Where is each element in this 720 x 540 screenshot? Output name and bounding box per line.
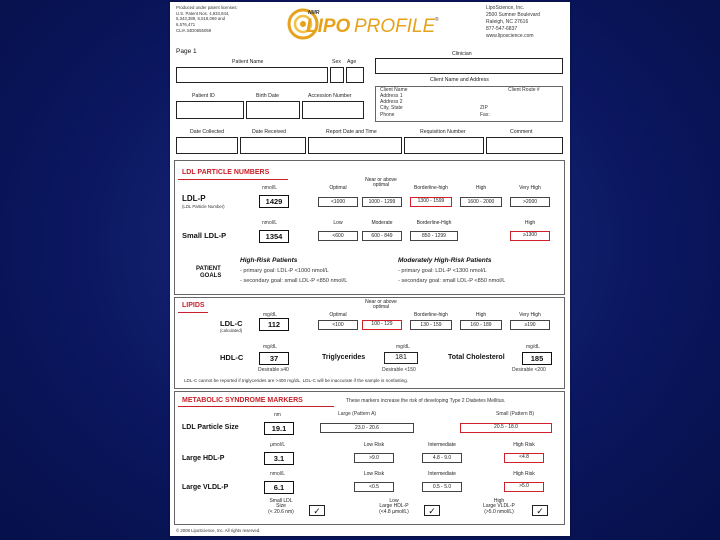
large-vldlp-range: 0.5 - 5.0 [422, 482, 462, 492]
hdlc-label: HDL-C [220, 353, 244, 362]
patent-line: 5,343,389, 6,518,069 and [176, 16, 225, 21]
small-ldlp-range: 600 - 849 [362, 231, 402, 241]
ldlp-header: Optimal [329, 185, 347, 191]
tc-label: Total Cholesterol [448, 354, 505, 361]
small-ldlp-unit: nmol/L [262, 220, 278, 226]
large-hdlp-check-box: ✓ [424, 505, 440, 516]
client-route-label: Client Route # [508, 87, 540, 93]
ldlp-range: 1600 - 2000 [460, 197, 502, 207]
ldlc-range: ≥190 [510, 320, 550, 330]
date-collected-label: Date Collected [190, 129, 225, 135]
check-label-line: (<4.8 µmol/L) [379, 508, 409, 515]
client-field: City, State [380, 105, 403, 111]
ldlp-header: Very High [519, 185, 541, 191]
ldlc-header: Near or above optimal [365, 299, 397, 311]
check-label-line: (< 20.6 nm) [268, 508, 294, 515]
client-field: Address 1 [380, 93, 403, 99]
metabolic-title: METABOLIC SYNDROME MARKERS [182, 397, 303, 404]
check-label [468, 499, 530, 515]
large-hdlp-header: Low Risk [363, 442, 385, 448]
client-field: Client Name [380, 87, 408, 93]
ldlc-range: 130 - 159 [410, 320, 452, 330]
lab-report [170, 2, 570, 536]
check-label [254, 499, 308, 515]
small-ldlp-header: Borderline-High [416, 220, 452, 226]
patient-name-label: Patient Name [232, 59, 264, 65]
large-vldlp-range: <0.5 [354, 482, 394, 492]
section-divider [178, 406, 334, 407]
large-hdlp-value: 3.1 [264, 452, 294, 465]
ldlp-unit: nmol/L [262, 185, 278, 191]
ldlp-header: Near or above optimal [365, 177, 397, 189]
large-vldlp-value: 6.1 [264, 481, 294, 494]
large-hdlp-range-highlighted: <4.8 [504, 453, 544, 463]
ldlc-header: High [475, 312, 487, 318]
high-risk-line: - secondary goal: small LDL-P <850 nmol/L [240, 278, 348, 284]
patent-line: U.S. Patent Nos. 4,933,844, [176, 10, 230, 16]
zip-label: ZIP [480, 105, 488, 111]
address-line: Raleigh, NC 27616 [486, 19, 529, 25]
client-name-address-label: Client Name and Address [430, 77, 489, 83]
high-risk-line: - primary goal: LDL-P <1000 nmol/L [240, 268, 329, 274]
report-date-label: Report Date and Time [326, 129, 377, 135]
page-number: Page 1 [176, 48, 197, 55]
accession-label: Accession Number [308, 93, 352, 99]
ldlc-range: 160 - 189 [460, 320, 502, 330]
large-hdlp-label: Large HDL-P [182, 455, 225, 462]
check-label-line: Size [276, 503, 286, 510]
requisition-label: Requisition Number [420, 129, 466, 135]
address-line: 2500 Sumner Boulevard [486, 12, 540, 18]
clinician-label: Clinician [452, 51, 472, 57]
copyright-footer: © 2008 LipoScience, Inc. All rights reserved. [176, 528, 261, 533]
ldlc-header: Optimal [329, 312, 347, 318]
ldlc-note: LDL-C cannot be reported if triglycerides are >400 mg/dL. LDL-C will be inaccurate if the sample is nonfasting. [184, 378, 409, 383]
date-collected-field [176, 137, 238, 154]
check-label-line: Low [389, 498, 399, 504]
logo-lipo: LIPO [306, 16, 351, 37]
ldlp-range: <1000 [318, 197, 358, 207]
moderate-risk-line: - primary goal: LDL-P <1300 nmol/L [398, 268, 487, 274]
logo-profile: PROFILE [354, 16, 436, 37]
hdlc-desirable: Desirable ≥40 [258, 367, 289, 373]
large-vldlp-range-highlighted: >5.0 [504, 482, 544, 492]
tc-unit: mg/dL [526, 344, 540, 350]
client-field: Address 2 [380, 99, 403, 105]
patient-id-field [176, 101, 244, 119]
tc-value: 185 [522, 352, 552, 365]
date-received-field [240, 137, 306, 154]
pattern-a-range: 23.0 - 20.6 [320, 423, 414, 433]
moderate-risk-title: Moderately High-Risk Patients [398, 257, 492, 264]
sex-field [330, 67, 344, 83]
high-risk-title: High-Risk Patients [240, 257, 298, 264]
small-ldlp-range: 850 - 1299 [410, 231, 458, 241]
check-label-line: High [493, 498, 505, 504]
goals-label: GOALS [200, 273, 222, 279]
small-ldlp-header: Low [333, 220, 343, 226]
section-divider [178, 312, 208, 313]
large-vldlp-check-box: ✓ [532, 505, 548, 516]
comment-label: Comment [510, 129, 533, 135]
large-hdlp-range: 4.8 - 9.0 [422, 453, 462, 463]
patient-id-label: Patient ID [192, 93, 215, 99]
pattern-b-header: Small (Pattern B) [496, 411, 535, 417]
ldlc-value: 112 [259, 318, 289, 331]
sex-label: Sex [332, 59, 341, 65]
phone: 877-547-6837 [486, 26, 518, 32]
pattern-b-range-highlighted: 20.5 - 18.0 [460, 423, 552, 433]
check-label-line: (>5.0 nmol/L) [484, 508, 514, 515]
ldlc-sublabel: (calculated) [220, 328, 243, 333]
comment-field [486, 137, 563, 154]
patent-line: CLIA 34D0655059 [176, 28, 212, 33]
requisition-field [404, 137, 484, 154]
clinician-field [375, 58, 563, 74]
large-hdlp-unit: µmol/L [270, 442, 286, 448]
ldl-particle-title: LDL PARTICLE NUMBERS [182, 169, 270, 176]
small-ldl-check-box: ✓ [309, 505, 325, 516]
goals-label: PATIENT [196, 266, 221, 272]
tg-unit: mg/dL [396, 344, 410, 350]
company-name: LipoScience, Inc. [486, 5, 525, 11]
check-label-line: Large HDL-P [379, 503, 409, 510]
section-divider [178, 179, 288, 180]
date-received-label: Date Received [252, 129, 287, 135]
fax-label: Fax: [480, 112, 490, 118]
metabolic-subtitle: These markers increase the risk of developing Type 2 Diabetes Mellitus. [346, 398, 506, 404]
ldlc-header: Borderline-high [414, 312, 448, 318]
ldlp-range-highlighted: 1300 - 1599 [410, 197, 452, 207]
small-ldlp-header: High [524, 220, 536, 226]
large-vldlp-header: Low Risk [363, 471, 385, 477]
pattern-a-header: Large (Pattern A) [338, 411, 377, 417]
ldlp-header: Borderline-high [414, 185, 448, 191]
particle-size-value: 19.1 [264, 422, 294, 435]
check-label-line: Small LDL [269, 498, 293, 504]
tg-desirable: Desirable <150 [382, 367, 416, 373]
lipids-title: LIPIDS [182, 302, 205, 309]
large-hdlp-range: >9.0 [354, 453, 394, 463]
large-hdlp-header: High Risk [513, 442, 535, 448]
ldlc-range: <100 [318, 320, 358, 330]
ldlc-header: Very High [519, 312, 541, 318]
small-ldlp-value: 1354 [259, 230, 289, 243]
website[interactable]: www.liposcience.com [486, 33, 534, 39]
check-label [366, 499, 422, 515]
hdlc-unit: mg/dL [263, 344, 277, 350]
patent-line: 6,576,471 [176, 21, 196, 27]
large-hdlp-header: Intermediate [428, 442, 456, 448]
accession-field [302, 101, 364, 119]
check-label-line: Large VLDL-P [483, 503, 515, 510]
ldlp-header: High [475, 185, 487, 191]
age-field [346, 67, 364, 83]
patient-name-field [176, 67, 328, 83]
logo-prefix: NMR [308, 10, 320, 16]
small-ldlp-range-highlighted: ≥1300 [510, 231, 550, 241]
small-ldlp-header: Moderate [371, 220, 393, 226]
client-field: Phone [380, 112, 395, 118]
patent-line: Produced under patent licenses: [176, 5, 238, 10]
lipids-section [174, 297, 565, 389]
hdlc-value: 37 [259, 352, 289, 365]
small-ldlp-label: Small LDL-P [182, 231, 227, 240]
ldlp-value: 1429 [259, 195, 289, 208]
birth-date-field [246, 101, 300, 119]
large-vldlp-unit: nmol/L [270, 471, 286, 477]
ldlp-label: LDL-P [182, 194, 206, 203]
company-logo [282, 6, 442, 42]
small-ldlp-range: <600 [318, 231, 358, 241]
ldlp-sublabel: (LDL Particle Number) [182, 204, 225, 209]
moderate-risk-line: - secondary goal: small LDL-P <850 nmol/L [398, 278, 506, 284]
tg-label: Triglycerides [322, 354, 366, 361]
tg-value: 181 [384, 352, 418, 364]
particle-size-label: LDL Particle Size [182, 424, 239, 431]
tc-desirable: Desirable <200 [512, 367, 546, 373]
age-label: Age [347, 59, 357, 65]
birth-date-label: Birth Date [256, 93, 280, 99]
large-vldlp-header: Intermediate [428, 471, 456, 477]
ldlp-range: >2000 [510, 197, 550, 207]
ldlc-label: LDL-C [220, 319, 243, 328]
ldlp-range: 1000 - 1299 [362, 197, 402, 207]
large-vldlp-header: High Risk [513, 471, 535, 477]
large-vldlp-label: Large VLDL-P [182, 484, 229, 491]
report-date-field [308, 137, 402, 154]
particle-size-unit: nm [274, 412, 281, 418]
logo-reg: ® [435, 17, 439, 23]
ldlc-unit: mg/dL [263, 312, 277, 318]
ldlc-range-highlighted: 100 - 129 [362, 320, 402, 330]
